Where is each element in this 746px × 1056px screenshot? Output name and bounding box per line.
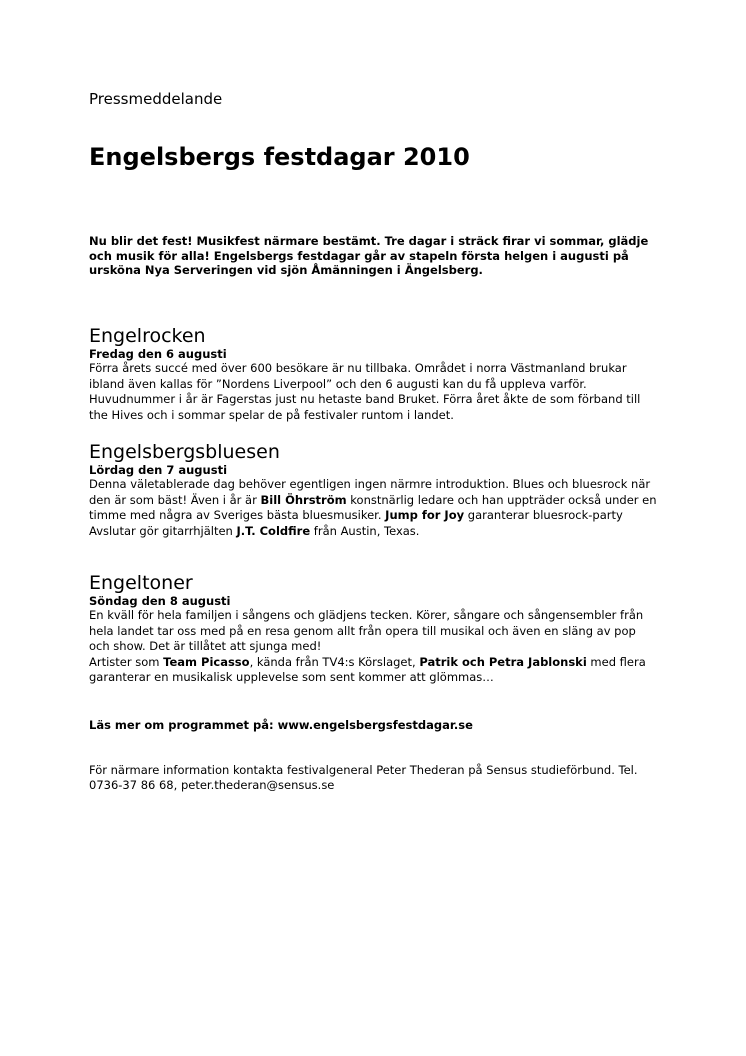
body-text: från Austin, Texas. [310,523,420,538]
artist-name: Bill Öhrström [260,492,347,507]
page-title: Engelsbergs festdagar 2010 [89,143,470,171]
section-date: Söndag den 8 augusti [89,594,231,608]
artist-name: Team Picasso [163,654,250,669]
contact-info: För närmare information kontakta festivalgeneral Peter Thederan på Sensus studieförbund. Tel. 0736-37 86 68, peter.thederan@sensus.se [89,763,638,792]
document-type-label: Pressmeddelande [89,90,223,108]
body-text: Förra årets succé med över 600 besökare är nu tillbaka. Området i norra Västmanland brukar ibland även kallas för ”Nordens Liverpool” och den 6 augusti kan du få uppleva varför. Huvudnummer i år är Fagerstas just nu hetaste band Bruket. Förra året åkte de som förband till the Hives och i sommar spelar de på festivaler runtom i landet. [89,361,641,422]
section-engelsbergsbluesen [89,441,659,539]
section-heading: Engeltoner [89,572,193,594]
lead-paragraph: Nu blir det fest! Musikfest närmare bestämt. Tre dagar i sträck firar vi sommar, glädje och musik för alla! Engelsbergs festdagar går av stapeln första helgen i augusti på ursköna Nya Serveringen vid sjön Åmänningen i Ängelsberg. [89,234,649,277]
section-heading: Engelrocken [89,325,206,347]
section-body [89,477,659,539]
section-engelrocken [89,325,659,423]
section-heading: Engelsbergsbluesen [89,441,280,463]
artist-name: Jump for Joy [385,508,465,523]
section-date: Fredag den 6 augusti [89,347,227,361]
section-body [89,608,659,686]
body-text: konstnärlig ledare och han uppträder också under en timme med några av Sveriges bästa bluesmusiker. [89,492,657,523]
body-text: Artister som [89,654,164,669]
body-text: garanterar bluesrock-party Avslutar gör gitarrhjälten [89,508,623,538]
section-body [89,361,659,423]
body-text: Denna väletablerade dag behöver egentligen ingen närmre introduktion. Blues och bluesrock när den är som bäst! Även i år är [89,477,651,507]
body-text: , kända från TV4:s Körslaget, [249,654,420,669]
body-text: En kväll för hela familjen i sångens och glädjens tecken. Körer, sångare och sångensembler från hela landet tar oss med på en resa genom allt från opera till musikal och även en släng av pop och show. Det är tillåtet att sjunga med! [89,608,644,654]
artist-name: Patrik och Petra Jablonski [419,654,587,669]
read-more-line: Läs mer om programmet på: www.engelsbergsfestdagar.se [89,718,473,732]
body-text: med flera garanterar en musikalisk upplevelse som sent kommer att glömmas… [89,654,646,685]
section-date: Lördag den 7 augusti [89,463,228,477]
artist-name: J.T. Coldfire [236,523,311,538]
section-engeltoner [89,572,659,686]
